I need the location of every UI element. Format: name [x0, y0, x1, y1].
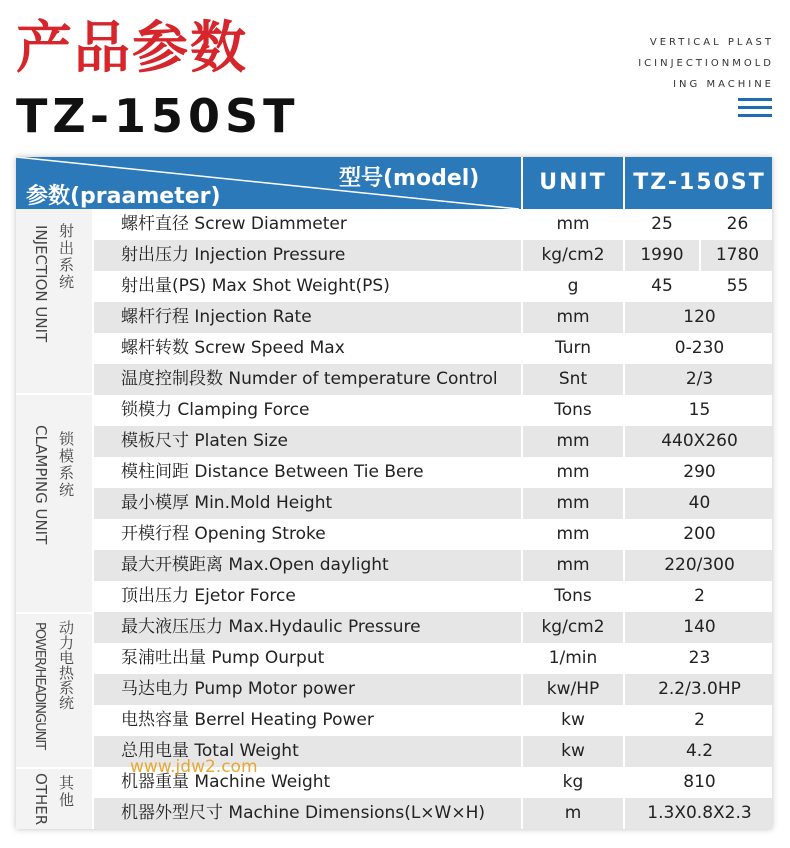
unit-cell: kw	[521, 736, 623, 767]
tagline	[638, 32, 774, 95]
param-cell: 最小模厚 Min.Mold Height	[121, 493, 333, 513]
param-cell: 螺杆直径 Screw Diammeter	[121, 214, 347, 234]
table-row	[94, 550, 772, 581]
tagline-line-3: ING MACHINE	[673, 79, 774, 90]
param-cell: 螺杆行程 Injection Rate	[121, 307, 312, 327]
value-cell-a: 25	[623, 209, 699, 240]
table-row	[94, 519, 772, 550]
table-row	[94, 240, 772, 271]
value-cell: 2	[623, 581, 774, 612]
group-injection-en: INJECTION UNIT	[32, 225, 50, 343]
group-injection-cn: 射出系统	[57, 223, 75, 291]
table-row	[94, 674, 772, 705]
unit-cell: mm	[521, 209, 623, 240]
page-title-cn: 产品参数	[16, 16, 248, 81]
header-model-label: 型号(model)	[339, 166, 480, 191]
table-row	[94, 798, 772, 829]
unit-cell: mm	[521, 519, 623, 550]
value-cell-a: 45	[623, 271, 699, 302]
table-row	[94, 643, 772, 674]
unit-cell: mm	[521, 426, 623, 457]
table-row	[94, 457, 772, 488]
unit-cell: 1/min	[521, 643, 623, 674]
table-row	[94, 209, 772, 240]
param-cell: 最大开模距离 Max.Open daylight	[121, 555, 389, 575]
table-row	[94, 302, 772, 333]
table-row	[94, 612, 772, 643]
unit-cell: kw	[521, 705, 623, 736]
table-row	[94, 333, 772, 364]
value-cell: 140	[623, 612, 774, 643]
param-cell: 最大液压压力 Max.Hydaulic Pressure	[121, 617, 421, 637]
group-injection	[16, 209, 92, 395]
unit-cell: Turn	[521, 333, 623, 364]
header-unit-label: UNIT	[521, 157, 623, 209]
value-cell: 4.2	[623, 736, 774, 767]
group-power	[16, 614, 92, 769]
table-row	[94, 488, 772, 519]
param-cell: 模板尺寸 Platen Size	[121, 431, 288, 451]
param-cell: 螺杆转数 Screw Speed Max	[121, 338, 345, 358]
value-cell: 2/3	[623, 364, 774, 395]
param-cell: 温度控制段数 Numder of temperature Control	[121, 369, 498, 389]
group-clamping-cn: 锁模系统	[57, 431, 75, 499]
unit-cell: mm	[521, 488, 623, 519]
param-cell: 机器外型尺寸 Machine Dimensions(L×W×H)	[121, 803, 486, 823]
page-title-model: TZ-150ST	[16, 89, 300, 143]
watermark: www.jdw2.com	[130, 757, 258, 777]
header-param-label: 参数(praameter)	[26, 184, 221, 209]
unit-cell: Tons	[521, 581, 623, 612]
value-cell: 200	[623, 519, 774, 550]
header-value-label: TZ-150ST	[623, 157, 774, 209]
table-row	[94, 581, 772, 612]
group-other-en: OTHER	[32, 773, 50, 826]
param-cell: 泵浦吐出量 Pump Ourput	[121, 648, 325, 668]
unit-cell: kg/cm2	[521, 612, 623, 643]
group-power-cn: 动力电热系统	[57, 620, 75, 710]
unit-cell: kw/HP	[521, 674, 623, 705]
param-cell: 机器重量 Machine Weight	[121, 772, 331, 792]
table-row	[94, 426, 772, 457]
unit-cell: mm	[521, 457, 623, 488]
value-cell: 0-230	[623, 333, 774, 364]
unit-cell: g	[521, 271, 623, 302]
value-cell: 810	[623, 767, 774, 798]
unit-cell: mm	[521, 302, 623, 333]
group-power-en: POWER/HEADINGUNIT	[32, 622, 47, 750]
group-clamping-en: CLAMPING UNIT	[32, 425, 50, 545]
param-cell: 顶出压力 Ejetor Force	[121, 586, 296, 606]
param-cell: 锁模力 Clamping Force	[121, 400, 310, 420]
table-row	[94, 705, 772, 736]
value-cell: 1.3X0.8X2.3	[623, 798, 774, 829]
group-clamping	[16, 395, 92, 614]
value-cell: 2	[623, 705, 774, 736]
unit-cell: mm	[521, 550, 623, 581]
param-cell: 总用电量 Total Weight	[121, 741, 299, 761]
unit-cell: m	[521, 798, 623, 829]
value-cell: 220/300	[623, 550, 774, 581]
tagline-line-2: ICINJECTIONMOLD	[638, 58, 774, 69]
group-other	[16, 769, 92, 829]
value-cell-b: 1780	[699, 240, 774, 271]
table-header	[16, 157, 772, 209]
unit-cell: Tons	[521, 395, 623, 426]
value-cell-b: 55	[699, 271, 774, 302]
param-cell: 电热容量 Berrel Heating Power	[121, 710, 374, 730]
value-cell: 15	[623, 395, 774, 426]
group-other-cn: 其他	[57, 775, 75, 809]
unit-cell: Snt	[521, 364, 623, 395]
unit-cell: kg/cm2	[521, 240, 623, 271]
param-cell: 马达电力 Pump Motor power	[121, 679, 355, 699]
table-row	[94, 364, 772, 395]
value-cell: 120	[623, 302, 774, 333]
value-cell: 290	[623, 457, 774, 488]
param-cell: 射出量(PS) Max Shot Weight(PS)	[121, 276, 390, 296]
tagline-line-1: VERTICAL PLAST	[649, 37, 774, 48]
value-cell: 440X260	[623, 426, 774, 457]
unit-cell: kg	[521, 767, 623, 798]
value-cell-a: 1990	[623, 240, 699, 271]
value-cell: 23	[623, 643, 774, 674]
value-cell: 2.2/3.0HP	[623, 674, 774, 705]
param-cell: 射出压力 Injection Pressure	[121, 245, 346, 265]
param-cell: 开模行程 Opening Stroke	[121, 524, 326, 544]
param-cell: 模柱间距 Distance Between Tie Bere	[121, 462, 424, 482]
table-row	[94, 271, 772, 302]
spec-table	[16, 157, 772, 829]
hamburger-menu-icon[interactable]	[738, 98, 772, 118]
value-cell: 40	[623, 488, 774, 519]
table-row	[94, 395, 772, 426]
value-cell-b: 26	[699, 209, 774, 240]
